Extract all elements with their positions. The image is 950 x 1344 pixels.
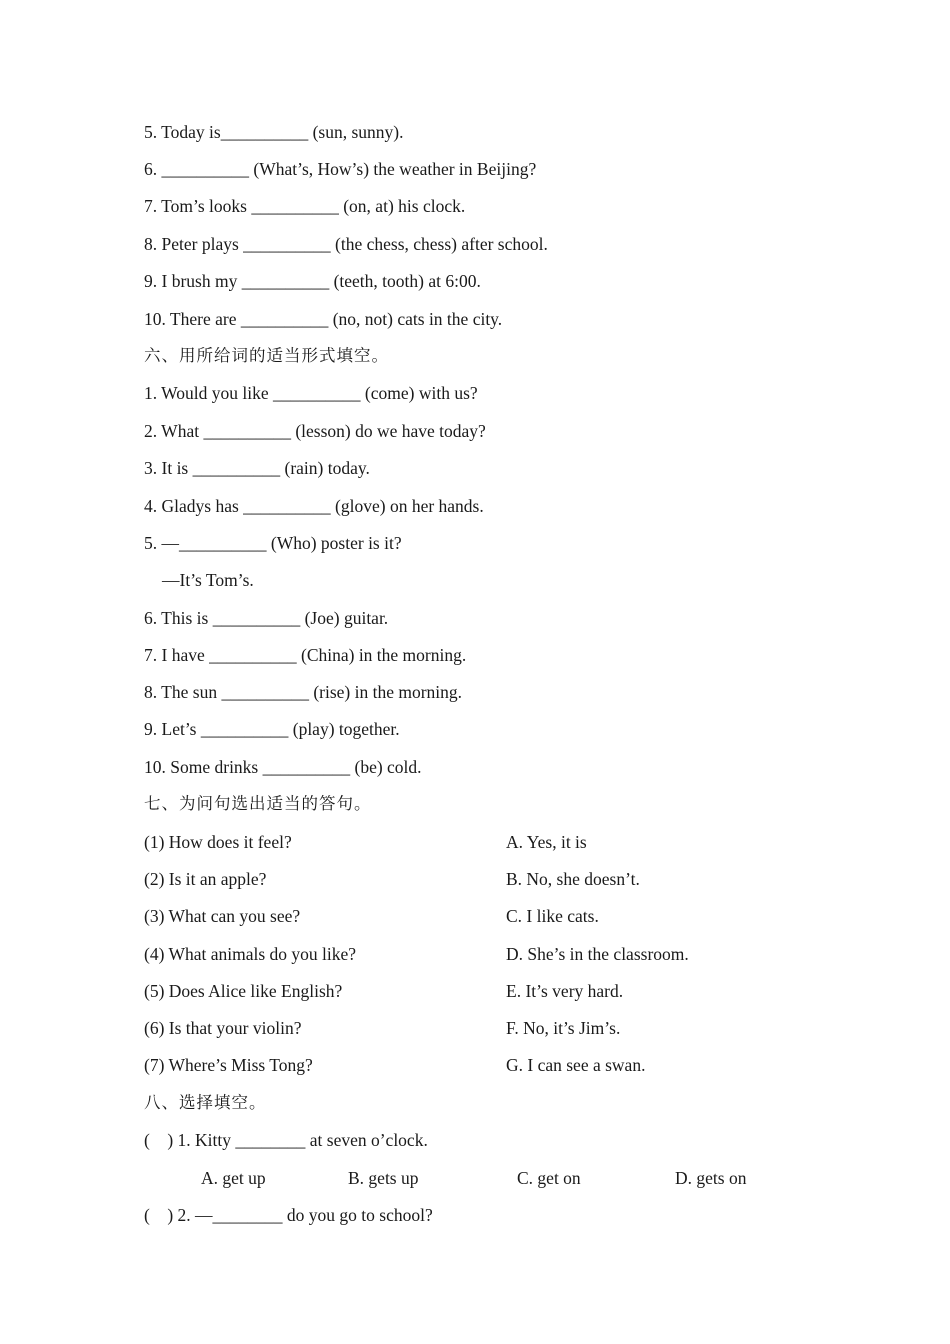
question-item: (5) Does Alice like English?	[144, 981, 343, 1001]
fill-item: 2. What __________ (lesson) do we have today?	[144, 421, 486, 441]
section-heading: 七、为问句选出适当的答句。	[144, 794, 372, 813]
answer-item: C. I like cats.	[506, 906, 599, 926]
dialogue-reply: —It’s Tom’s.	[162, 570, 254, 590]
fill-item: 5. —__________ (Who) poster is it?	[144, 533, 402, 553]
choice-question: ( ) 1. Kitty ________ at seven o’clock.	[144, 1130, 428, 1150]
choice-option: C. get on	[517, 1168, 581, 1188]
fill-item: 6. This is __________ (Joe) guitar.	[144, 608, 389, 628]
question-item: (7) Where’s Miss Tong?	[144, 1055, 313, 1075]
fill-item: 10. Some drinks __________ (be) cold.	[144, 757, 422, 777]
choice-option: A. get up	[201, 1168, 266, 1188]
fill-item: 8. The sun __________ (rise) in the morning.	[144, 682, 463, 702]
question-item: (1) How does it feel?	[144, 832, 292, 852]
choice-question: ( ) 2. —________ do you go to school?	[144, 1205, 433, 1225]
fill-item: 7. I have __________ (China) in the morning.	[144, 645, 467, 665]
answer-item: A. Yes, it is	[506, 832, 587, 852]
fill-item: 10. There are __________ (no, not) cats in the city.	[144, 309, 503, 329]
choice-option: B. gets up	[348, 1168, 419, 1188]
fill-item: 4. Gladys has __________ (glove) on her hands.	[144, 496, 484, 516]
question-item: (6) Is that your violin?	[144, 1018, 302, 1038]
fill-item: 9. I brush my __________ (teeth, tooth) at 6:00.	[144, 271, 481, 291]
answer-item: G. I can see a swan.	[506, 1055, 646, 1075]
answer-item: E. It’s very hard.	[506, 981, 624, 1001]
fill-item: 6. __________ (What’s, How’s) the weather in Beijing?	[144, 159, 537, 179]
fill-item: 9. Let’s __________ (play) together.	[144, 719, 400, 739]
fill-item: 3. It is __________ (rain) today.	[144, 458, 370, 478]
answer-item: D. She’s in the classroom.	[506, 944, 689, 964]
section-heading: 八、选择填空。	[144, 1093, 267, 1112]
fill-item: 5. Today is__________ (sun, sunny).	[144, 122, 404, 142]
question-item: (3) What can you see?	[144, 906, 301, 926]
answer-item: F. No, it’s Jim’s.	[506, 1018, 621, 1038]
section-heading: 六、用所给词的适当形式填空。	[144, 346, 389, 365]
fill-item: 7. Tom’s looks __________ (on, at) his clock.	[144, 196, 466, 216]
question-item: (2) Is it an apple?	[144, 869, 267, 889]
fill-item: 8. Peter plays __________ (the chess, chess) after school.	[144, 234, 548, 254]
answer-item: B. No, she doesn’t.	[506, 869, 640, 889]
question-item: (4) What animals do you like?	[144, 944, 357, 964]
choice-option: D. gets on	[675, 1168, 747, 1188]
fill-item: 1. Would you like __________ (come) with us?	[144, 383, 478, 403]
